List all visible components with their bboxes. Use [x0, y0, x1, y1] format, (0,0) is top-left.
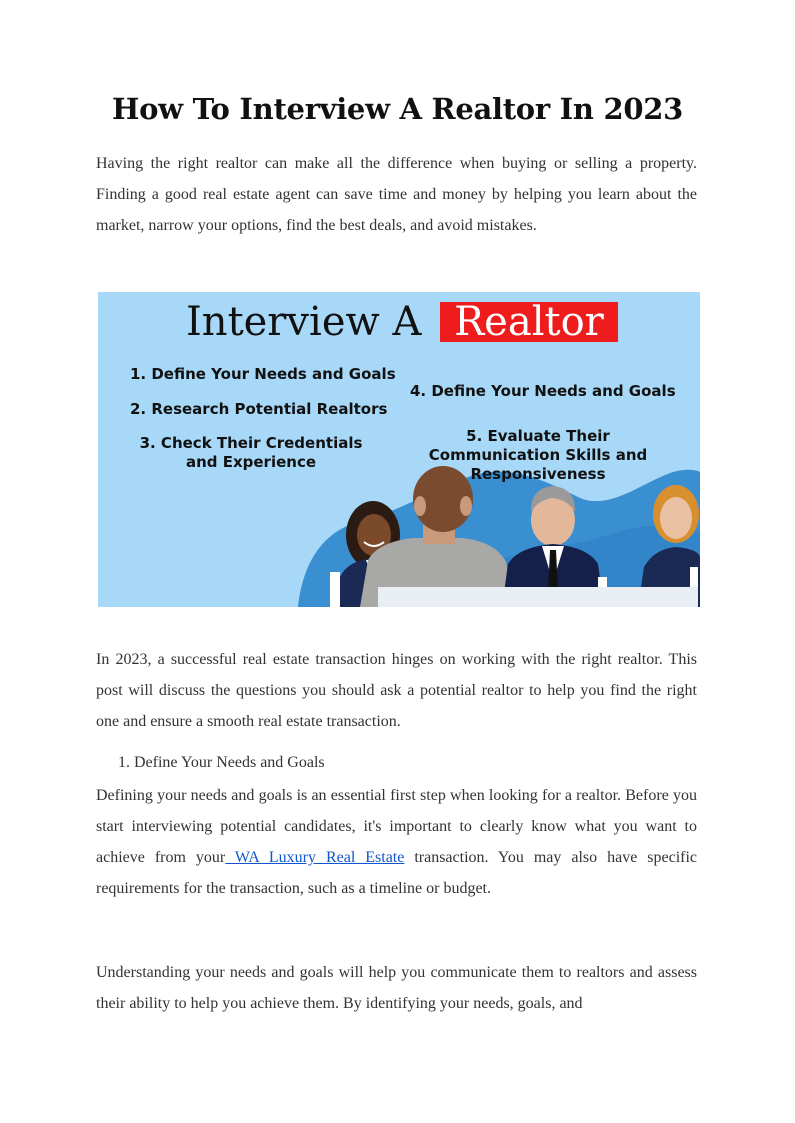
body-paragraph-4: Understanding your needs and goals will help you communicate them to realtors and assess their ability to help you achieve them. By identifying your needs, goals, and: [96, 964, 697, 1012]
banner-item-4: 4. Define Your Needs and Goals: [410, 382, 676, 400]
banner-heading-highlight: Realtor: [440, 302, 618, 342]
wa-luxury-real-estate-link[interactable]: WA Luxury Real Estate: [225, 849, 405, 866]
page-title: How To Interview A Realtor In 2023: [112, 92, 683, 126]
interview-realtor-banner: [98, 292, 700, 607]
bottle: [330, 572, 340, 607]
banner-item-1: 1. Define Your Needs and Goals: [130, 365, 396, 383]
woman2-face: [660, 497, 692, 539]
banner-heading: [186, 300, 618, 344]
list-item-1: 1. Define Your Needs and Goals: [118, 754, 325, 771]
banner-item-5: 5. Evaluate Their Communication Skills and Responsiveness: [428, 427, 648, 483]
paragraph-text: Defining your needs and goals is an essential first step when looking for a realtor. Before you start interviewing potential candidates, it's important to clearly know what you want to achieve from your: [96, 787, 697, 866]
banner-item-3: 3. Check Their Credentials and Experience: [139, 434, 363, 471]
table-edge: [378, 587, 698, 607]
banner-heading-prefix: Interview A: [186, 299, 422, 345]
body-paragraph-3: [96, 780, 697, 904]
banner-item-2: 2. Research Potential Realtors: [130, 400, 388, 418]
body-paragraph-2: In 2023, a successful real estate transaction hinges on working with the right realtor. This post will discuss the questions you should ask a potential realtor to help you find the right one and ensure a smooth real estate transaction.: [96, 651, 697, 730]
paragraph-text: transaction. You may also have specific requirements for the transaction, such as a timeline or budget.: [96, 849, 698, 897]
intro-paragraph: Having the right realtor can make all the difference when buying or selling a property. Finding a good real estate agent can save time and money by helping you learn about the market, narrow your options, find the best deals, and avoid mistakes.: [96, 155, 697, 234]
